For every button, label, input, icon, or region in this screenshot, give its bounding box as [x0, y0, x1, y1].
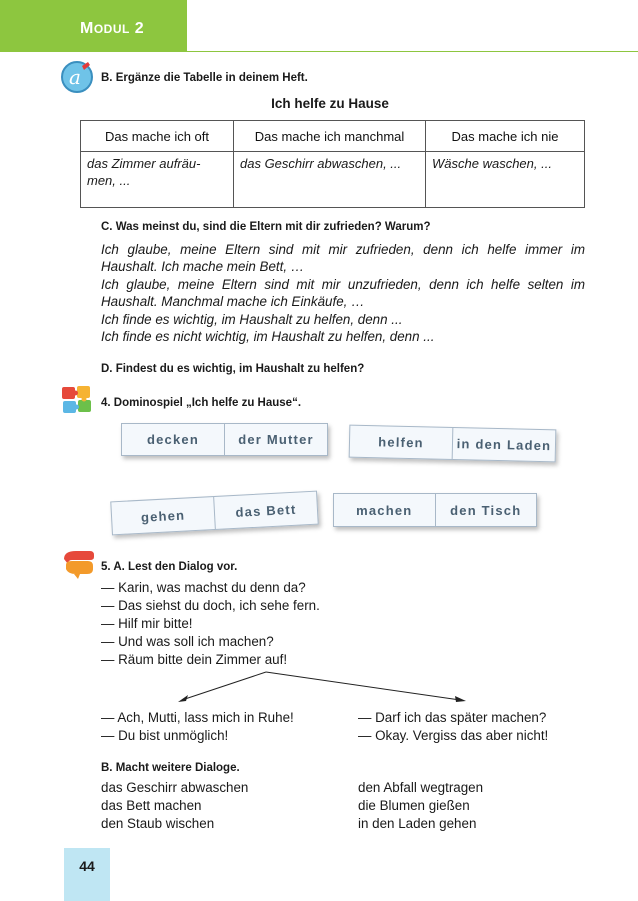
branch-arrows [170, 668, 480, 708]
domino-card[interactable] [121, 423, 328, 456]
header-rule [187, 0, 638, 52]
page-number-box [64, 848, 110, 901]
table-cell: das Zimmer aufräu- men, ... [81, 152, 234, 208]
section-c-title: C. Was meinst du, sind die Eltern mit dir zufrieden? Warum? [101, 221, 431, 233]
dialog-line: — Hilf mir bitte! [101, 616, 193, 631]
text-line: Ich finde es wichtig, im Haushalt zu helfen, denn ... [101, 312, 403, 327]
dialog-line: — Räum bitte dein Zimmer auf! [101, 652, 288, 667]
table-cell: das Geschirr abwaschen, ... [234, 152, 426, 208]
text-line: Haushalt. Ich mache mein Bett, … [101, 259, 305, 274]
table-header: Das mache ich nie [426, 121, 585, 152]
chores-table [80, 120, 585, 208]
domino-right: in den Laden [452, 428, 556, 461]
domino-card[interactable] [110, 491, 318, 536]
phrase-item: den Abfall wegtragen [358, 780, 484, 795]
domino-left: gehen [140, 507, 186, 525]
domino-right: der Mutter [224, 424, 327, 455]
table-cell: Wäsche waschen, ... [426, 152, 585, 208]
domino-left: helfen [378, 434, 424, 451]
section-d-title: D. Findest du es wichtig, im Haushalt zu helfen? [101, 363, 365, 375]
domino-left: decken [146, 432, 199, 447]
dialog-icon [60, 547, 96, 581]
phrase-item: das Geschirr abwaschen [101, 780, 249, 795]
text-line: Haushalt. Manchmal mache ich Einkäufe, … [101, 294, 365, 309]
domino-card[interactable] [333, 493, 537, 527]
domino-card[interactable] [349, 425, 557, 463]
exercise-4-title: 4. Dominospiel „Ich helfe zu Hause“. [101, 397, 302, 409]
answer-line: — Du bist unmöglich! [101, 728, 229, 743]
puzzle-icon [60, 384, 94, 416]
phrase-item: die Blumen gießen [358, 798, 470, 813]
domino-right: den Tisch [435, 494, 537, 526]
dialog-line: — Das siehst du doch, ich sehe fern. [101, 598, 320, 613]
module-label: MODUL 2 [80, 20, 145, 37]
answer-line: — Okay. Vergiss das aber nicht! [358, 728, 549, 743]
text-line: Ich glaube, meine Eltern sind mit mir zufrieden, denn ich helfe immer im [101, 242, 585, 257]
answer-line: — Darf ich das später machen? [358, 710, 547, 725]
svg-text:a: a [69, 65, 81, 89]
phrase-item: in den Laden gehen [358, 816, 477, 831]
domino-left: machen [356, 502, 413, 518]
dialog-line: — Und was soll ich machen? [101, 634, 274, 649]
domino-right: das Bett [213, 492, 318, 529]
page-number: 44 [79, 858, 95, 874]
table-header: Das mache ich oft [81, 121, 234, 152]
phrase-item: das Bett machen [101, 798, 202, 813]
phrase-item: den Staub wischen [101, 816, 215, 831]
exercise-5a-title: 5. A. Lest den Dialog vor. [101, 561, 238, 573]
text-line: Ich glaube, meine Eltern sind mit mir unzufrieden, denn ich helfe selten im [101, 277, 585, 292]
dialog-line: — Karin, was machst du denn da? [101, 580, 306, 595]
writing-letter-icon [60, 60, 94, 94]
answer-line: — Ach, Mutti, lass mich in Ruhe! [101, 710, 294, 725]
text-line: Ich finde es nicht wichtig, im Haushalt zu helfen, denn ... [101, 329, 435, 344]
exercise-5b-title: B. Macht weitere Dialoge. [101, 762, 240, 774]
table-header: Das mache ich manchmal [234, 121, 426, 152]
table-title: Ich helfe zu Hause [271, 96, 389, 111]
section-b-title: B. Ergänze die Tabelle in deinem Heft. [101, 72, 308, 84]
